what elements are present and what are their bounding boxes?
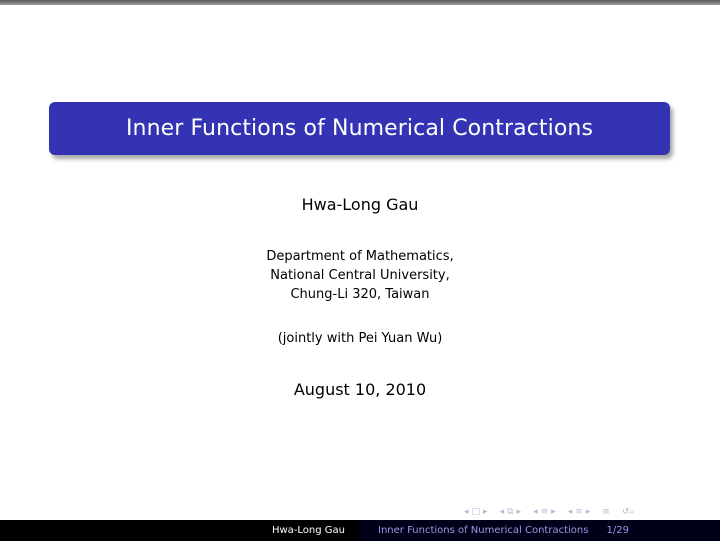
footer-title: Inner Functions of Numerical Contractions <box>378 525 589 536</box>
slide-title: Inner Functions of Numerical Contractions <box>125 116 594 141</box>
subsection-nav-icon[interactable]: ≡ <box>540 507 549 517</box>
footer-right <box>360 520 720 541</box>
footer-author: Hwa-Long Gau <box>271 525 345 536</box>
slide-nav-icon[interactable]: □ <box>471 507 481 517</box>
align-icon[interactable]: ≡ <box>602 507 610 517</box>
nav-left-arrow-icon[interactable]: ◂ <box>499 507 505 517</box>
nav-left-arrow-icon[interactable]: ◂ <box>533 507 538 517</box>
title-box <box>49 102 670 155</box>
nav-right-arrow-icon[interactable]: ▸ <box>516 507 522 517</box>
nav-right-arrow-icon[interactable]: ▸ <box>585 507 591 517</box>
affiliation-line-2: National Central University, <box>270 268 450 283</box>
top-gradient-bar <box>0 0 720 5</box>
search-icon[interactable]: ↺⌕ <box>621 507 635 517</box>
author-name: Hwa-Long Gau <box>301 195 419 214</box>
affiliation <box>0 247 720 304</box>
frame-nav-icon[interactable]: ⧉ <box>507 507 514 517</box>
section-nav-icon[interactable]: ≡ <box>575 507 583 517</box>
footer-bar <box>0 520 720 541</box>
footer-page-number: 1/29 <box>606 525 629 536</box>
affiliation-line-3: Chung-Li 320, Taiwan <box>290 287 430 302</box>
nav-left-arrow-icon[interactable]: ◂ <box>464 507 469 517</box>
nav-left-arrow-icon[interactable]: ◂ <box>567 507 573 517</box>
joint-author-note: (jointly with Pei Yuan Wu) <box>277 331 443 346</box>
beamer-navigation <box>464 506 716 518</box>
nav-right-arrow-icon[interactable]: ▸ <box>551 507 556 517</box>
affiliation-line-1: Department of Mathematics, <box>266 249 454 264</box>
presentation-date: August 10, 2010 <box>293 380 427 399</box>
nav-right-arrow-icon[interactable]: ▸ <box>483 507 488 517</box>
